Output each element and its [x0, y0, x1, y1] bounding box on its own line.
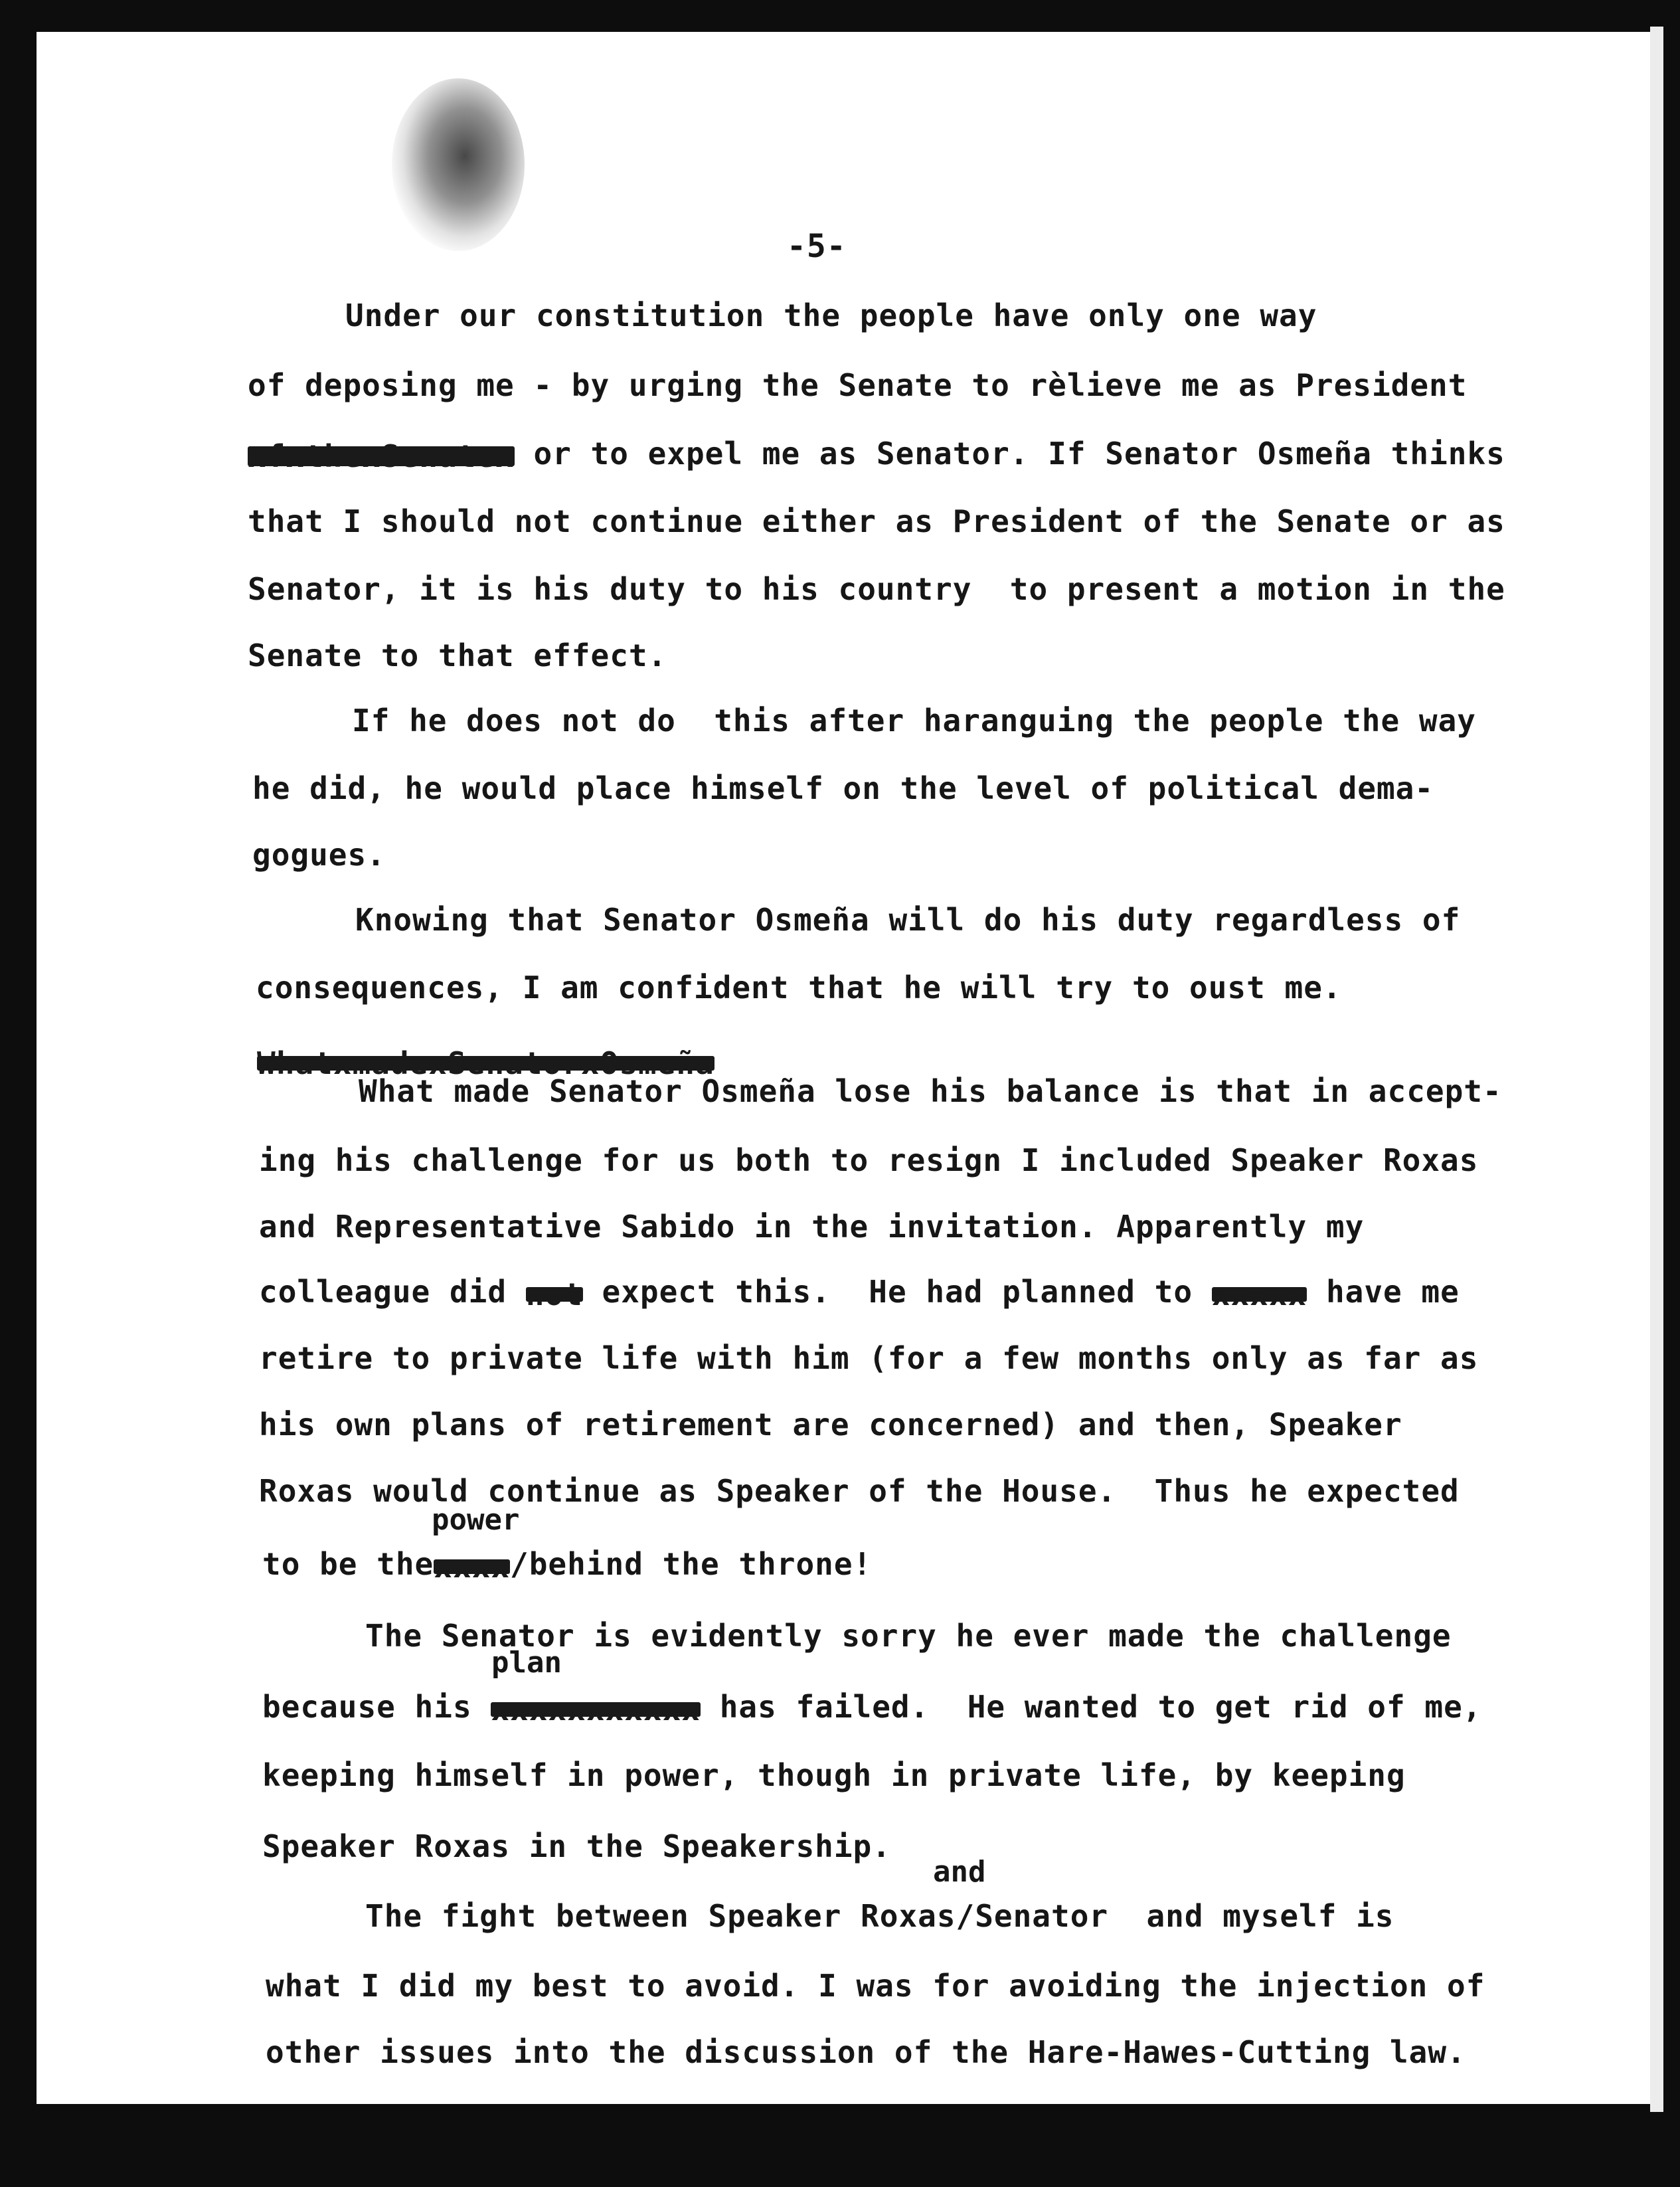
text-line-4: that I should not continue either as President of the Senate or as [248, 503, 1505, 539]
handwritten-insertion: power [432, 1503, 520, 1537]
struck-text: not [525, 1276, 583, 1312]
text-segment: expect this. He had planned to [602, 1274, 1193, 1310]
text-line-23: Speaker Roxas in the Speakership. [262, 1828, 891, 1864]
text-line-3-body: or to expel me as Senator. If Senator Osmeña thinks [533, 436, 1505, 472]
text-line-19 [262, 1546, 873, 1585]
text-line-7: If he does not do this after haranguing the people the way [352, 703, 1476, 739]
text-line-12: What made Senator Osmeña lose his balance is that in accept- [359, 1073, 1502, 1109]
text-line-1: Under our constitution the people have only one way [345, 298, 1317, 333]
text-segment: because his [262, 1689, 472, 1725]
text-segment: to be the [262, 1546, 434, 1582]
text-line-17: his own plans of retirement are concerned) and then, Speaker [259, 1407, 1402, 1443]
text-line-9: gogues. [252, 837, 386, 873]
text-segment: colleague did [259, 1274, 507, 1310]
struck-text: xfxthexSenatex [248, 438, 515, 474]
text-line-3 [248, 436, 1505, 472]
text-line-10: Knowing that Senator Osmeña will do his duty regardless of [355, 902, 1461, 938]
text-line-22: keeping himself in power, though in private life, by keeping [262, 1757, 1406, 1793]
handwritten-insertion: and [933, 1855, 986, 1889]
page-number: -5- [787, 228, 847, 265]
text-line-25: what I did my best to avoid. I was for avoiding the injection of [266, 1968, 1485, 2004]
text-line-14: and Representative Sabido in the invitation. Apparently my [259, 1209, 1365, 1245]
text-line-11: consequences, I am confident that he will try to oust me. [256, 970, 1342, 1006]
text-line-6: Senate to that effect. [248, 638, 667, 673]
text-line-5: Senator, it is his duty to his country to present a motion in the [248, 571, 1505, 607]
page-edge [1650, 27, 1663, 2112]
text-line-20: The Senator is evidently sorry he ever made the challenge [365, 1618, 1452, 1654]
text-segment: have me [1325, 1274, 1460, 1310]
text-line-15 [259, 1274, 1460, 1310]
text-segment: /behind the throne! [510, 1546, 873, 1582]
struck-text: xxxx [434, 1548, 511, 1585]
text-line-21 [262, 1689, 1481, 1725]
text-line-8: he did, he would place himself on the level of political dema- [252, 770, 1434, 806]
text-line-26: other issues into the discussion of the Hare-Hawes-Cutting law. [266, 2034, 1466, 2070]
text-line-18: Roxas would continue as Speaker of the House. Thus he expected [259, 1473, 1460, 1509]
ink-smudge [392, 78, 525, 251]
document-page [37, 32, 1650, 2104]
struck-text: WhatxmadexSenatorxOsmeña [257, 1045, 714, 1081]
text-line-2: of deposing me - by urging the Senate to rèlieve me as President [248, 367, 1468, 403]
struck-text: xxxxx [1211, 1276, 1307, 1312]
struck-text: xxxxxxxxxxx [491, 1691, 701, 1727]
text-line-16: retire to private life with him (for a few months only as far as [259, 1340, 1479, 1376]
text-segment: has failed. He wanted to get rid of me, [719, 1689, 1482, 1725]
text-line-13: ing his challenge for us both to resign I included Speaker Roxas [259, 1142, 1479, 1178]
handwritten-insertion: plan [491, 1646, 562, 1680]
text-line-24: The fight between Speaker Roxas/Senator and myself is [365, 1898, 1394, 1934]
